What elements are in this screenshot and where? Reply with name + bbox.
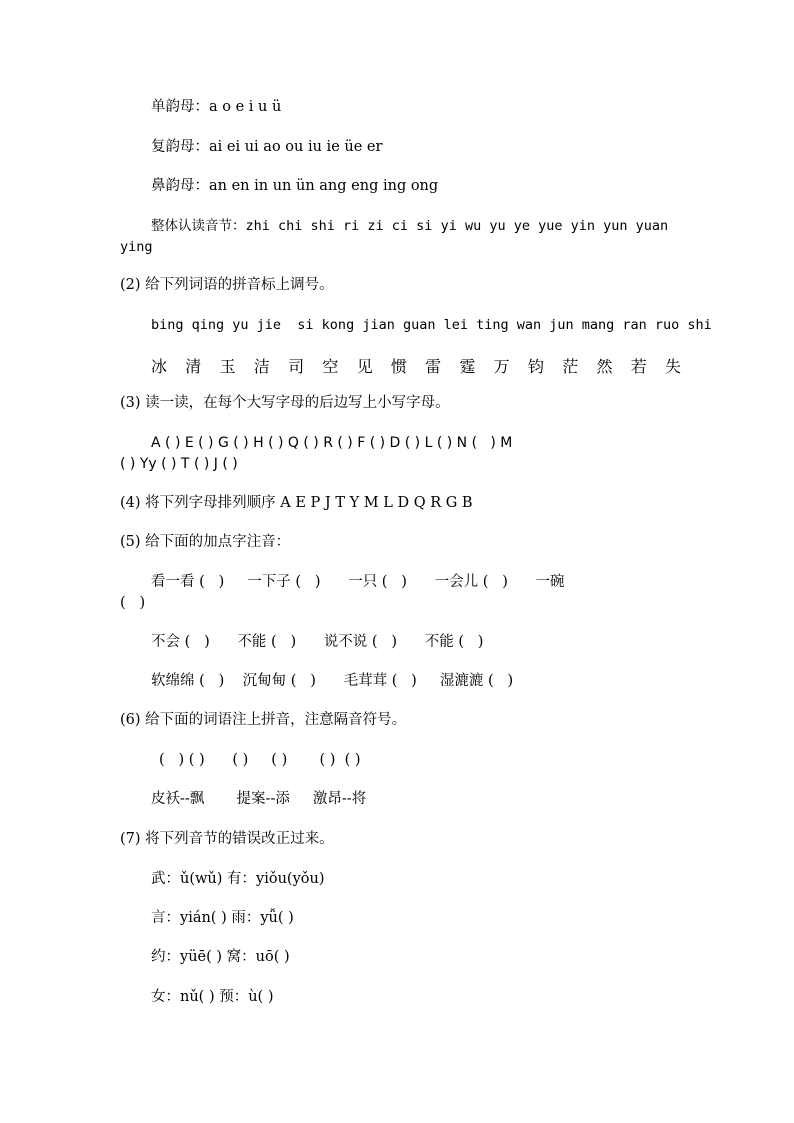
question-5-row-1-continued: ( ) bbox=[120, 595, 146, 611]
question-5-row-2: 不会 ( ) 不能 ( ) 说不说 ( ) 不能 ( ) bbox=[151, 634, 484, 650]
whole-syllables-line: 整体认读音节：zhi chi shi ri zi ci si yi wu yu ye yue yin yun yuan bbox=[151, 218, 669, 234]
character: 空 bbox=[322, 357, 339, 376]
question-4-title: (4) 将下列字母排列顺序 A E P J T Y M L D Q R G B bbox=[120, 495, 473, 511]
character: 惯 bbox=[390, 357, 407, 376]
character: 万 bbox=[493, 357, 510, 376]
character: 司 bbox=[288, 357, 305, 376]
nasal-finals-line: 鼻韵母：an en in un ün ang eng ing ong bbox=[151, 178, 439, 194]
simple-finals-line: 单韵母：a o e i u ü bbox=[151, 99, 282, 115]
question-5-row-3: 软绵绵 ( ) 沉甸甸 ( ) 毛茸茸 ( ) 湿漉漉 ( ) bbox=[151, 673, 514, 689]
character: 清 bbox=[185, 357, 202, 376]
question-7-row-1: 武：ǔ(wǔ) 有：yiǒu(yǒu) bbox=[151, 871, 325, 887]
question-7-row-4: 女：nǔ( ) 预：ù( ) bbox=[151, 989, 274, 1005]
question-2-title: (2) 给下列词语的拼音标上调号。 bbox=[120, 277, 334, 293]
character: 玉 bbox=[219, 357, 236, 376]
question-2-characters bbox=[151, 354, 681, 377]
character: 茫 bbox=[562, 357, 579, 376]
question-6-words: 皮袄--飘 提案--添 激昂--将 bbox=[151, 791, 367, 807]
question-5-row-1: 看一看 ( ) 一下子 ( ) 一只 ( ) 一会儿 ( ) 一碗 bbox=[151, 574, 565, 590]
question-6-title: (6) 给下面的词语注上拼音，注意隔音符号。 bbox=[120, 712, 407, 728]
question-3-title: (3) 读一读，在每个大写字母的后边写上小写字母。 bbox=[120, 395, 450, 411]
character: 然 bbox=[596, 357, 613, 376]
character: 若 bbox=[630, 357, 647, 376]
character: 雷 bbox=[425, 357, 442, 376]
compound-finals-line: 复韵母：ai ei ui ao ou iu ie üe er bbox=[151, 139, 383, 155]
character: 钧 bbox=[527, 357, 544, 376]
question-7-row-2: 言：yián( ) 雨：yǚ( ) bbox=[151, 910, 294, 926]
question-7-row-3: 约：yüē( ) 窝：uō( ) bbox=[151, 949, 290, 965]
character: 冰 bbox=[151, 357, 168, 376]
question-3-letters-line-2: ( ) Yy ( ) T ( ) J ( ) bbox=[120, 456, 238, 472]
question-6-blanks: ( ) ( ) ( ) ( ) ( ) ( ) bbox=[159, 752, 361, 768]
question-2-pinyin: bing qing yu jie si kong jian guan lei ting wan jun mang ran ruo shi bbox=[151, 317, 712, 333]
character: 霆 bbox=[459, 357, 476, 376]
character: 失 bbox=[664, 357, 681, 376]
question-5-title: (5) 给下面的加点字注音： bbox=[120, 534, 291, 550]
character: 洁 bbox=[253, 357, 270, 376]
question-3-letters-line-1: A ( ) E ( ) G ( ) H ( ) Q ( ) R ( ) F ( ) D ( ) L ( ) N ( ) M bbox=[151, 435, 513, 451]
question-7-title: (7) 将下列音节的错误改正过来。 bbox=[120, 831, 334, 847]
whole-syllables-line-continued: ying bbox=[120, 239, 153, 255]
character: 见 bbox=[356, 357, 373, 376]
